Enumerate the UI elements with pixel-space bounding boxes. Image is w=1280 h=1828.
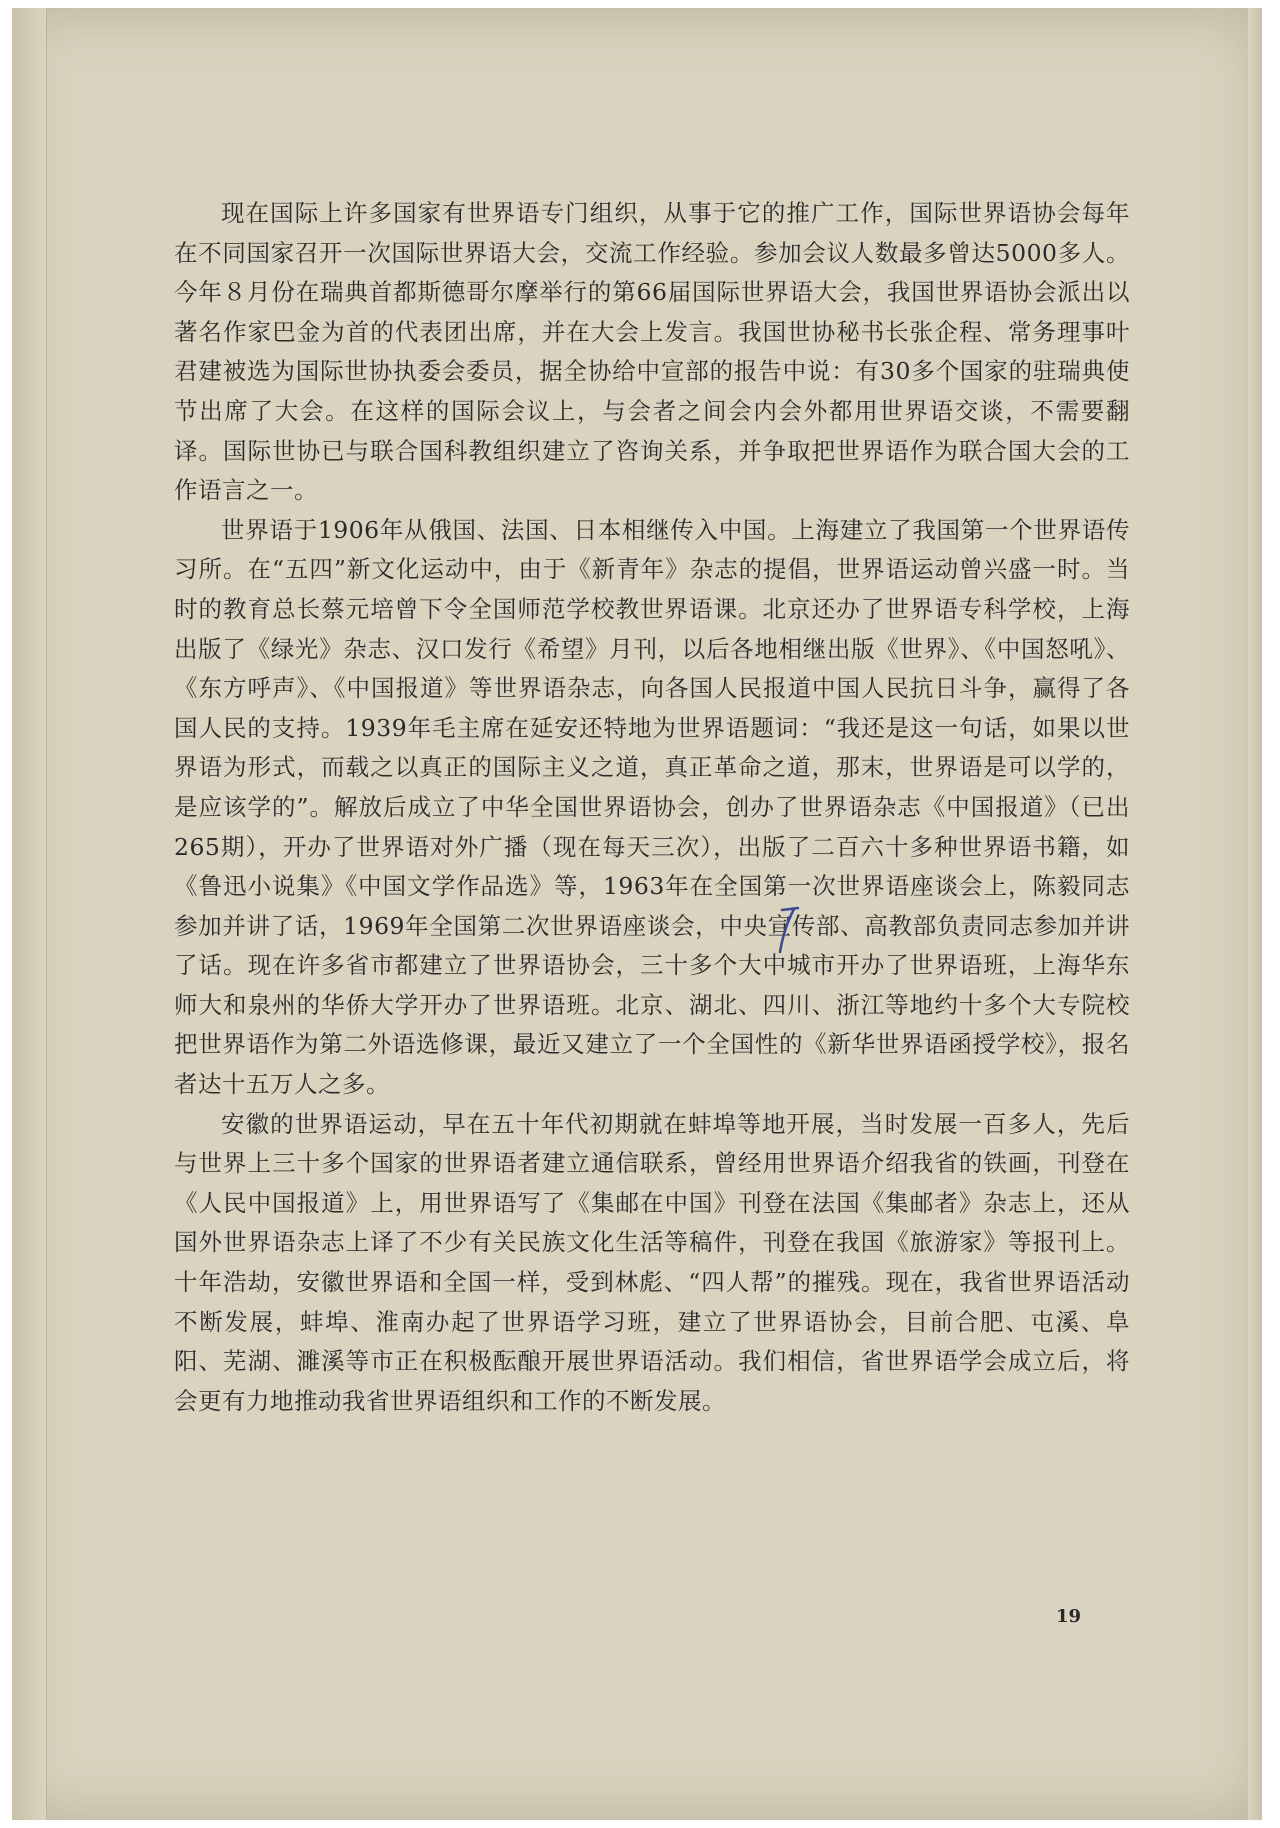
document-page <box>12 8 1262 1820</box>
page-number: 19 <box>1056 1606 1082 1627</box>
page-binding-edge <box>12 8 47 1820</box>
paragraph-esperanto-in-anhui: 安徽的世界语运动，早在五十年代初期就在蚌埠等地开展，当时发展一百多人，先后与世界上三十多个国家的世界语者建立通信联系，曾经用世界语介绍我省的铁画，刊登在《人民中国报道》上，用世界语写了《集邮在中国》刊登在法国《集邮者》杂志上，还从国外世界语杂志上译了不少有关民族文化生活等稿件，刊登在我国《旅游家》等报刊上。十年浩劫，安徽世界语和全国一样，受到林彪、“四人帮”的摧残。现在，我省世界语活动不断发展，蚌埠、淮南办起了世界语学习班，建立了世界语协会，目前合肥、屯溪、阜阳、芜湖、濉溪等市正在积极酝酿开展世界语活动。我们相信，省世界语学会成立后，将会更有力地推动我省世界语组织和工作的不断发展。 <box>174 1109 1130 1415</box>
document-body <box>174 194 1130 1421</box>
paragraph-esperanto-in-china: 世界语于1906年从俄国、法国、日本相继传入中国。上海建立了我国第一个世界语传习所。在“五四”新文化运动中，由于《新青年》杂志的提倡，世界语运动曾兴盛一时。当时的教育总长蔡元培曾下令全国师范学校教世界语课。北京还办了世界语专科学校，上海出版了《绿光》杂志、汉口发行《希望》月刊，以后各地相继出版《世界》、《中国怒吼》、《东方呼声》、《中国报道》等世界语杂志，向各国人民报道中国人民抗日斗争，赢得了各国人民的支持。1939年毛主席在延安还特地为世界语题词：“我还是这一句话，如果以世界语为形式，而载之以真正的国际主义之道，真正革命之道，那末，世界语是可以学的，是应该学的”。解放后成立了中华全国世界语协会，创办了世界语杂志《中国报道》（已出265期），开办了世界语对外广播（现在每天三次），出版了二百六十多种世界语书籍，如《鲁迅小说集》《中国文学作品选》等，1963年在全国第一次世界语座谈会上，陈毅同志参加并讲了话，1969年全国第二次世界语座谈会，中央宣传部、高教部负责同志参加并讲了话。现在许多省市都建立了世界语协会，三十多个大中城市开办了世界语班，上海华东师大和泉州的华侨大学开办了世界语班。北京、湖北、四川、浙江等地约十多个大专院校把世界语作为第二外语选修课，最近又建立了一个全国性的《新华世界语函授学校》，报名者达十五万人之多。 <box>174 515 1130 1099</box>
page-right-edge <box>1248 8 1262 1820</box>
paragraph-esperanto-international: 现在国际上许多国家有世界语专门组织，从事于它的推广工作，国际世界语协会每年在不同国家召开一次国际世界语大会，交流工作经验。参加会议人数最多曾达5000多人。今年８月份在瑞典首都斯德哥尔摩举行的第66届国际世界语大会，我国世界语协会派出以著名作家巴金为首的代表团出席，并在大会上发言。我国世协秘书长张企程、常务理事叶君建被选为国际世协执委会委员，据全协给中宣部的报告中说：有30多个国家的驻瑞典使节出席了大会。在这样的国际会议上，与会者之间会内会外都用世界语交谈，不需要翻译。国际世协已与联合国科教组织建立了咨询关系，并争取把世界语作为联合国大会的工作语言之一。 <box>174 199 1130 505</box>
